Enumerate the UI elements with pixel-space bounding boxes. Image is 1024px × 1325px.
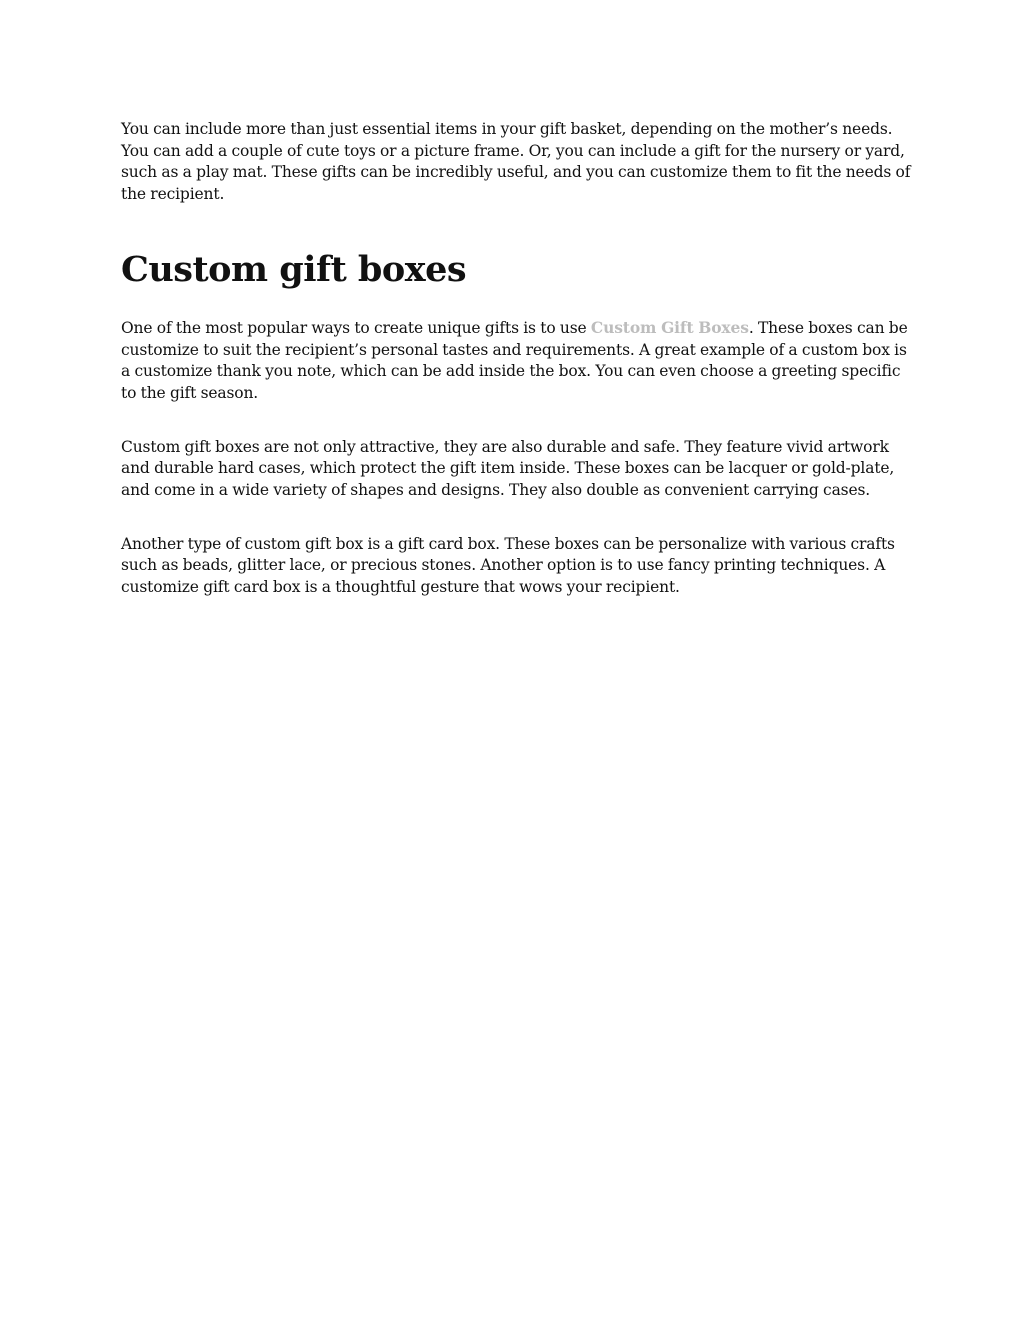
paragraph-text-before-link: One of the most popular ways to create unique gifts is to use xyxy=(121,318,591,337)
paragraph-durability: Custom gift boxes are not only attractive, they are also durable and safe. They feature vivid artwork and durable hard cases, which protect the gift item inside. These boxes can be lacquer or gold-plate, and come in a wide variety of shapes and designs. They also double as convenient carrying cases. xyxy=(121,437,895,500)
document-page xyxy=(121,119,911,599)
intro-paragraph: You can include more than just essential items in your gift basket, depending on the mother’s needs. You can add a couple of cute toys or a picture frame. Or, you can include a gift for the nursery or yard, such as a play mat. These gifts can be incredibly useful, and you can customize them to fit the needs of the recipient. xyxy=(121,120,911,204)
paragraph-text-after-link: . These boxes can be customize to suit the recipient’s personal tastes and requirements. A great example of a custom box is a customize thank you note, which can be add inside the box. You can even choose a greeting specific to the gift season. xyxy=(121,318,908,402)
section-heading: Custom gift boxes xyxy=(121,248,467,290)
custom-gift-boxes-link[interactable]: Custom Gift Boxes xyxy=(590,317,749,337)
paragraph-custom-gift-boxes xyxy=(121,317,911,405)
paragraph-gift-card-box: Another type of custom gift box is a gift card box. These boxes can be personalize with various crafts such as beads, glitter lace, or precious stones. Another option is to use fancy printing techniques. A customize gift card box is a thoughtful gesture that wows your recipient. xyxy=(121,534,895,597)
